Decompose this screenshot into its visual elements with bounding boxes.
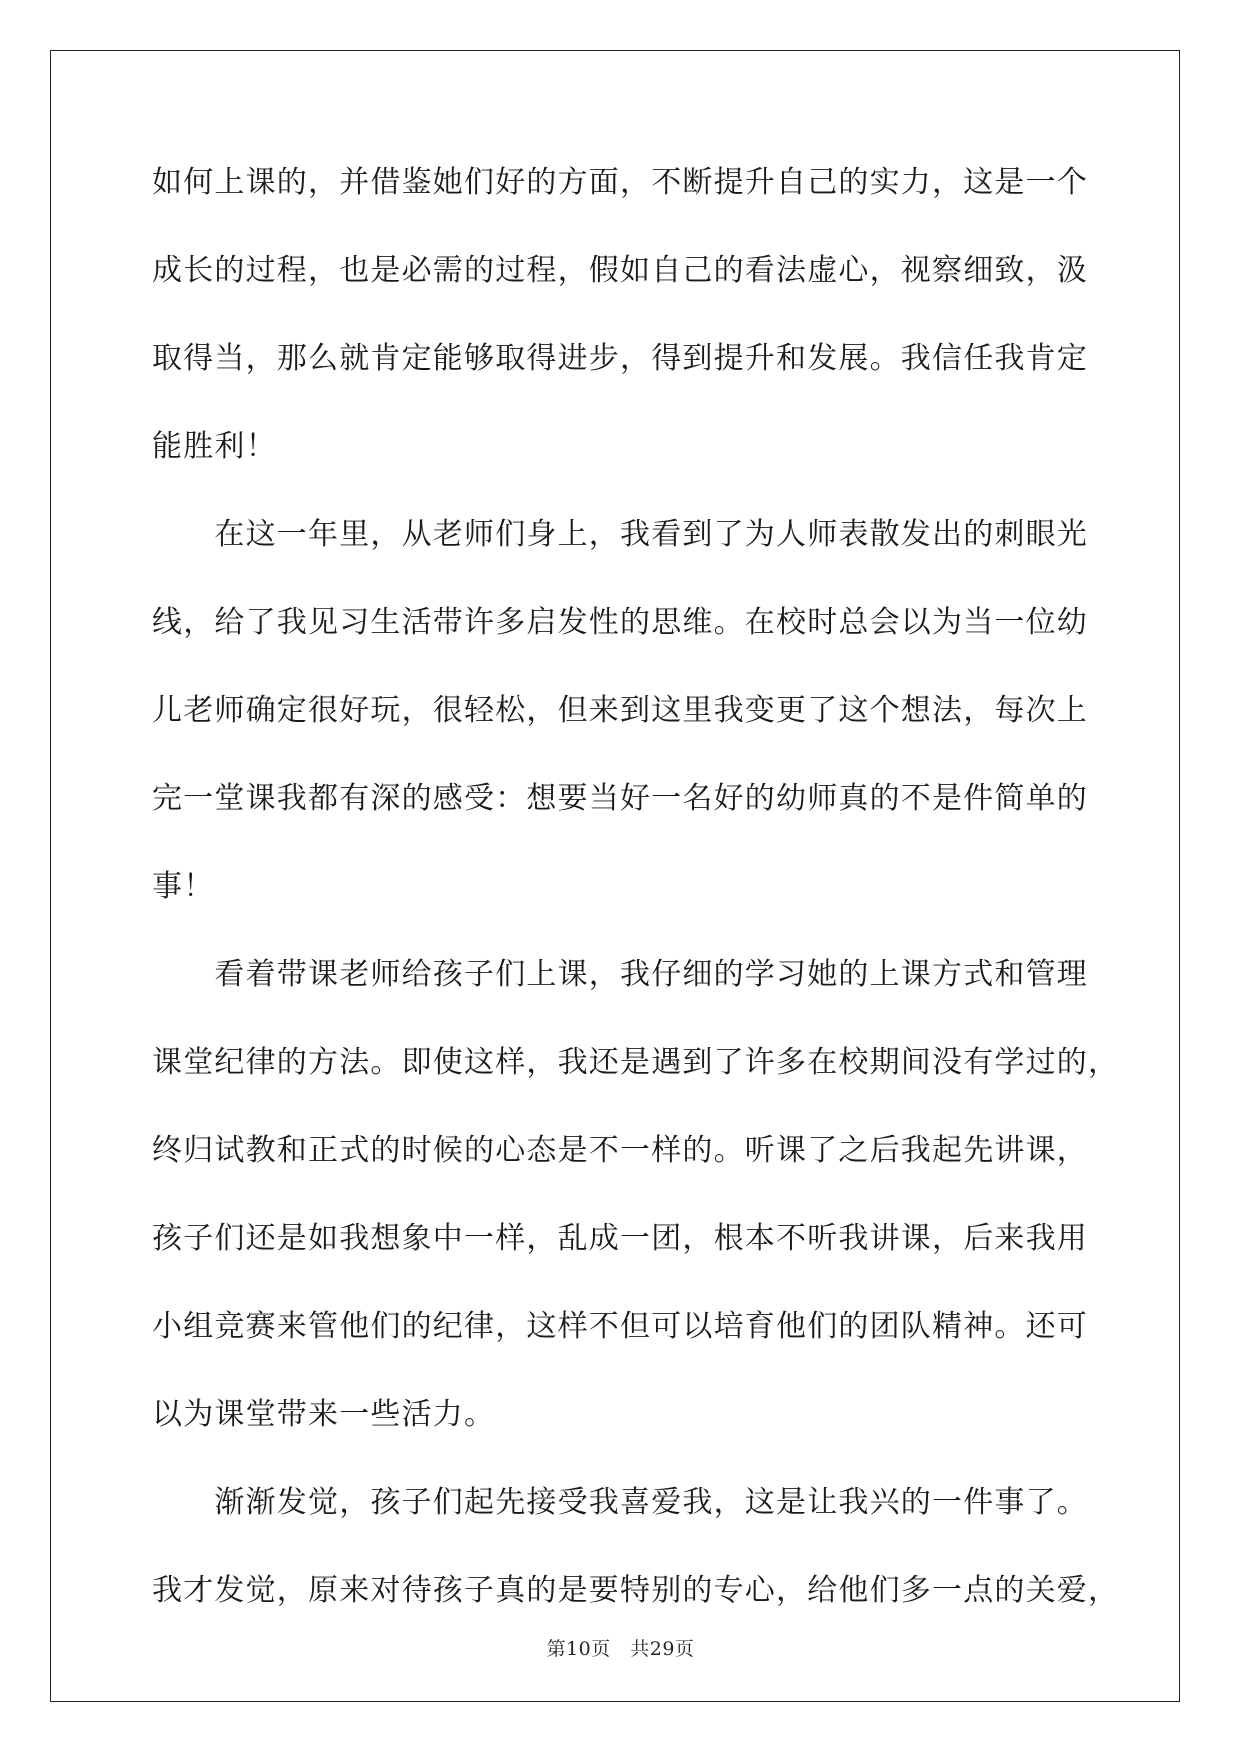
text-line: 课堂纪律的方法。即使这样，我还是遇到了许多在校期间没有学过的， (152, 1045, 1120, 1080)
text-line: 成长的过程，也是必需的过程，假如自己的看法虚心，视察细致，汲 (152, 253, 1088, 288)
text-line: 事！ (152, 869, 215, 904)
page-number: 第10页 共29页 (546, 1638, 695, 1660)
text-line: 看着带课老师给孩子们上课，我仔细的学习她的上课方式和管理 (152, 957, 1088, 992)
text-line: 能胜利！ (152, 429, 277, 464)
text-line: 儿老师确定很好玩，很轻松，但来到这里我变更了这个想法，每次上 (152, 693, 1088, 728)
text-line: 如何上课的，并借鉴她们好的方面，不断提升自己的实力，这是一个 (152, 165, 1088, 200)
text-line: 渐渐发觉，孩子们起先接受我喜爱我，这是让我兴的一件事了。 (152, 1485, 1088, 1520)
text-line: 以为课堂带来一些活力。 (152, 1397, 496, 1432)
text-line: 取得当，那么就肯定能够取得进步，得到提升和发展。我信任我肯定 (152, 341, 1088, 376)
text-line: 小组竞赛来管他们的纪律，这样不但可以培育他们的团队精神。还可 (152, 1309, 1088, 1344)
text-line: 终归试教和正式的时候的心态是不一样的。听课了之后我起先讲课， (152, 1133, 1088, 1168)
text-line: 孩子们还是如我想象中一样，乱成一团，根本不听我讲课，后来我用 (152, 1221, 1088, 1256)
text-line: 我才发觉，原来对待孩子真的是要特别的专心，给他们多一点的关爱， (152, 1573, 1120, 1608)
body-text (152, 150, 1120, 1646)
text-line: 完一堂课我都有深的感受：想要当好一名好的幼师真的不是件简单的 (152, 781, 1088, 816)
text-line: 线，给了我见习生活带许多启发性的思维。在校时总会以为当一位幼 (152, 605, 1088, 640)
text-line: 在这一年里，从老师们身上，我看到了为人师表散发出的刺眼光 (152, 517, 1088, 552)
